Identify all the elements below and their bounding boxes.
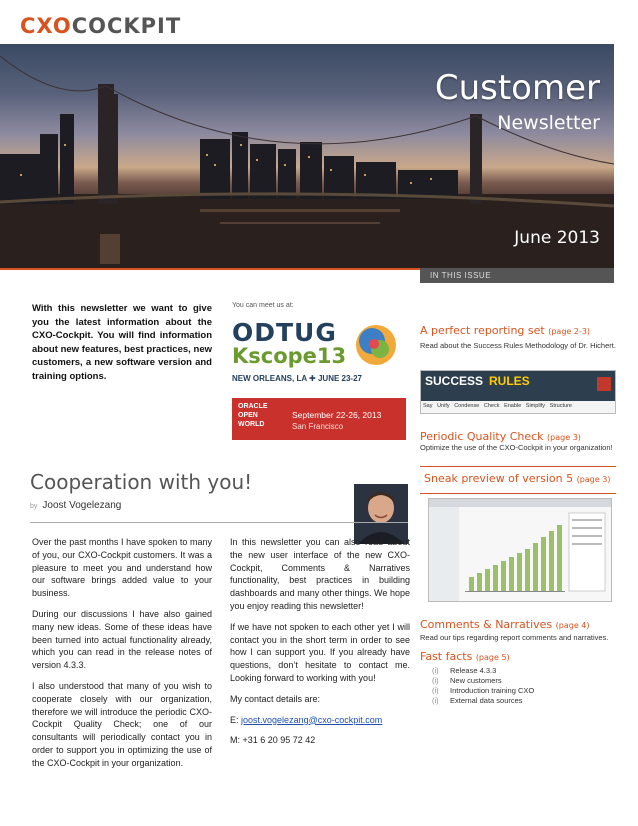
intro-paragraph: With this newsletter we want to give you the latest information about the CXO-Cockpit. You will find information about new features, best practices, new customers, a new software version and training options. xyxy=(32,303,212,382)
issue-date: June 2013 xyxy=(514,228,600,248)
col1-paragraph: Over the past months I have spoken to many of you, our CXO-Cockpit customers. It was a pleasure to meet you and understand how our software brings added value to your business. xyxy=(32,537,212,599)
article-divider xyxy=(30,522,408,523)
odtug-line2: Kscope13 xyxy=(232,344,347,368)
step: Unify xyxy=(437,403,450,409)
article-column-1 xyxy=(32,536,212,778)
step: Simplify xyxy=(525,403,546,409)
fact-text: Introduction training CXO xyxy=(450,686,535,695)
list-item xyxy=(420,686,616,696)
sidebar-page-ref: (page 3) xyxy=(576,475,611,484)
step: Structure xyxy=(549,403,572,409)
oracle-open-world-banner xyxy=(232,398,406,440)
kscope-burst-icon xyxy=(350,322,402,368)
email-link[interactable]: joost.vogelezang@cxo-cockpit.com xyxy=(241,714,383,725)
col1-paragraph: During our discussions I have also gained many new ideas. Some of these ideas have been turned into actual functionality already, which you can read in the release notes of version 4.3.3. xyxy=(32,608,212,671)
sidebar-page-ref: (page 5) xyxy=(475,653,510,662)
sidebar-page-ref: (page 4) xyxy=(555,621,590,630)
cxo-cockpit-logo xyxy=(20,14,181,38)
in-this-issue-label: IN THIS ISSUE xyxy=(420,268,614,283)
sidebar-page-ref: (page 2-3) xyxy=(548,327,591,336)
sidebar-text-comments: Read our tips regarding report comments and narratives. xyxy=(420,633,609,642)
step: Say xyxy=(423,403,433,409)
sidebar-page-ref: (page 3) xyxy=(547,433,581,442)
byline xyxy=(30,500,121,511)
info-bullet-icon: (i) xyxy=(432,666,439,675)
col2-paragraph: In this newsletter you can also read about the new user interface of the new CXO-Cockpit, Comments & Narratives functionality, best practices in building dashboards and many other things. We hope you enjoy reading this newsletter! xyxy=(230,537,410,611)
step: Check xyxy=(483,403,500,409)
hero-title: Customer xyxy=(434,68,600,108)
logo-cxo: CXO xyxy=(20,14,72,38)
byline-label: by xyxy=(30,503,38,510)
contact-heading: My contact details are: xyxy=(230,693,321,704)
email-label: E: xyxy=(230,714,239,725)
author-photo xyxy=(354,484,408,544)
success-rules-badge-icon xyxy=(597,377,611,391)
phone-line: M: +31 6 20 95 72 42 xyxy=(230,735,316,746)
dashboard-preview-illustration xyxy=(429,499,611,601)
hero-subtitle: Newsletter xyxy=(497,112,600,134)
oow-city: San Francisco xyxy=(292,422,344,431)
email-line xyxy=(230,714,410,727)
step: Enable xyxy=(504,403,522,409)
fact-text: New customers xyxy=(450,676,502,685)
article-title: Cooperation with you! xyxy=(30,470,253,494)
sidebar-title: Sneak preview of version 5 xyxy=(424,472,574,485)
success-rules-image xyxy=(420,370,616,414)
sneak-preview-box[interactable] xyxy=(420,466,616,494)
col1-paragraph: I also understood that many of you wish to cooperate closely with our organization, therefore we will introduce the periodic CXO-Cockpit Quality Check; one of our consultants will periodically contact you in order to support you in optimizing the use of the CXO-Cockpit in your organization. xyxy=(32,680,212,768)
sidebar-title: Fast facts xyxy=(420,650,473,663)
article-column-2 xyxy=(230,536,410,755)
hero-skyline-image xyxy=(0,44,614,268)
success-rules-logo-b: RULES xyxy=(489,374,530,388)
sidebar-text-reporting-set: Read about the Success Rules Methodology of Dr. Hichert. xyxy=(420,341,616,350)
sidebar-heading-comments[interactable] xyxy=(420,618,616,631)
oow-dates: September 22-26, 2013 xyxy=(292,410,382,420)
sidebar-heading-reporting-set[interactable] xyxy=(420,324,616,337)
sidebar-title: A perfect reporting set xyxy=(420,324,545,337)
person-icon xyxy=(354,484,408,544)
oow-brand: ORACLE OPEN WORLD xyxy=(238,403,268,428)
sidebar-heading-fast-facts[interactable] xyxy=(420,650,616,663)
info-bullet-icon: (i) xyxy=(432,676,439,685)
col2-paragraph: If we have not spoken to each other yet I will contact you in the short term in order to see how I can support you. If you already have questions, don’t hesitate to contact me. Looking forward to working with you! xyxy=(230,621,410,683)
version5-screenshot xyxy=(428,498,612,602)
list-item xyxy=(420,666,616,676)
odtug-location: NEW ORLEANS, LA ✚ JUNE 23-27 xyxy=(232,374,362,383)
meet-us-label: You can meet us at: xyxy=(232,302,294,309)
info-bullet-icon: (i) xyxy=(432,696,439,705)
fact-text: External data sources xyxy=(450,696,523,705)
info-bullet-icon: (i) xyxy=(432,686,439,695)
sidebar-title: Comments & Narratives xyxy=(420,618,553,631)
success-rules-steps xyxy=(423,403,572,409)
sidebar-title: Periodic Quality Check xyxy=(420,430,544,443)
fast-facts-list xyxy=(420,666,616,706)
step: Condense xyxy=(454,403,480,409)
list-item xyxy=(420,696,616,706)
list-item xyxy=(420,676,616,686)
fact-text: Release 4.3.3 xyxy=(450,666,497,675)
odtug-kscope-logo xyxy=(232,318,412,390)
success-rules-banner xyxy=(421,371,615,401)
author-name: Joost Vogelezang xyxy=(42,500,122,511)
sidebar-text-quality-check: Optimize the use of the CXO-Cockpit in your organization! xyxy=(420,443,613,452)
odtug-line1: ODTUG xyxy=(232,318,337,347)
success-rules-logo-a: SUCCESS xyxy=(425,374,484,388)
sidebar-heading-sneak-preview xyxy=(424,472,610,485)
logo-cockpit: COCKPIT xyxy=(71,14,182,38)
